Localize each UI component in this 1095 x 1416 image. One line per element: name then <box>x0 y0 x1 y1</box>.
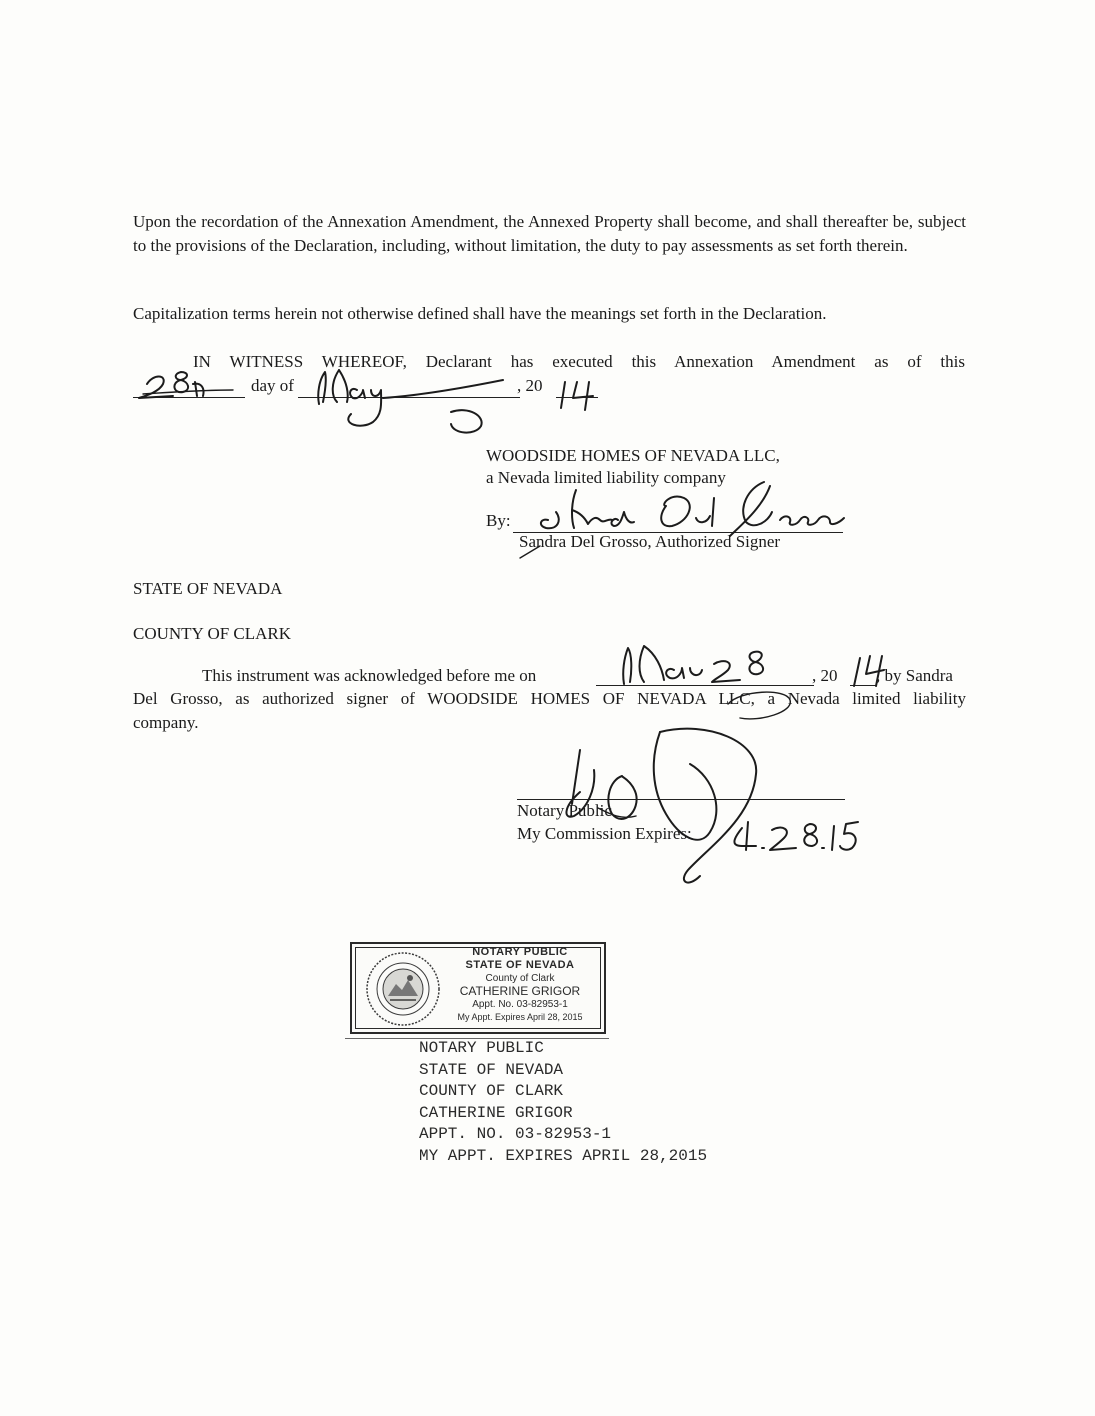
notary-seal-stamp <box>350 942 606 1034</box>
annexation-paragraph: Upon the recordation of the Annexation Amendment, the Annexed Property shall become, and shall thereafter be, subject to the provisions of the Declaration, including, without limitation, the duty to pay assessments as set forth therein. <box>133 212 966 255</box>
capitalization-paragraph: Capitalization terms herein not otherwise defined shall have the meanings set forth in the Declaration. <box>133 304 827 323</box>
day-of-label: day of <box>251 376 294 395</box>
typed-notary-info <box>419 1038 707 1167</box>
notary-title: Notary Public <box>517 801 612 820</box>
acknowledgment-line3: company. <box>133 713 199 732</box>
handwritten-year-14 <box>561 382 593 410</box>
typed-line: MY APPT. EXPIRES APRIL 28,2015 <box>419 1146 708 1165</box>
acknowledgment-year-prefix: , 20 <box>812 666 838 685</box>
acknowledgment-prefix: This instrument was acknowledged before me on <box>202 666 537 685</box>
commission-label: My Commission Expires: <box>517 824 692 843</box>
stamp-line-appt: Appt. No. 03-82953-1 <box>472 999 568 1010</box>
handwritten-date-may-28 <box>623 646 763 684</box>
typed-line: APPT. NO. 03-82953-1 <box>419 1125 612 1143</box>
typed-line: NOTARY PUBLIC <box>419 1039 544 1057</box>
handwritten-day-28th <box>139 372 233 398</box>
stamp-line-notary-public: NOTARY PUBLIC <box>472 946 568 958</box>
company-name: WOODSIDE HOMES OF NEVADA LLC, <box>486 446 780 465</box>
signer-line: Sandra Del Grosso, Authorized Signer <box>519 532 781 551</box>
year-prefix: , 20 <box>517 376 543 395</box>
acknowledgment-after-year: , by Sandra <box>876 666 953 685</box>
signature-sandra-del-grosso <box>500 460 860 560</box>
company-type: a Nevada limited liability company <box>486 468 726 487</box>
stamp-line-name: CATHERINE GRIGOR <box>459 984 581 998</box>
state-label: STATE OF NEVADA <box>133 579 283 598</box>
nevada-state-seal-icon <box>364 950 442 1028</box>
notary-signature <box>540 720 860 890</box>
handwritten-witness-date <box>133 360 633 440</box>
county-label: COUNTY OF CLARK <box>133 624 292 643</box>
stamp-line-expires: My Appt. Expires April 28, 2015 <box>457 1012 583 1022</box>
handwritten-year-14-ack <box>854 656 884 686</box>
stamp-line-state: STATE OF NEVADA <box>465 959 575 971</box>
typed-line: STATE OF NEVADA <box>419 1060 564 1079</box>
handwritten-month-may <box>318 370 503 433</box>
handwritten-acknowledgment-date <box>590 640 890 730</box>
witness-line: IN WITNESS WHEREOF, Declarant has executed this Annexation Amendment as of this <box>193 352 965 371</box>
typed-line: COUNTY OF CLARK <box>419 1082 564 1100</box>
typed-line: CATHERINE GRIGOR <box>419 1103 573 1122</box>
stamp-line-county: County of Clark <box>485 973 555 984</box>
acknowledgment-line2: Del Grosso, as authorized signer of WOODSIDE HOMES OF NEVADA LLC, a Nevada limited liability <box>133 689 966 708</box>
by-label: By: <box>486 511 511 530</box>
